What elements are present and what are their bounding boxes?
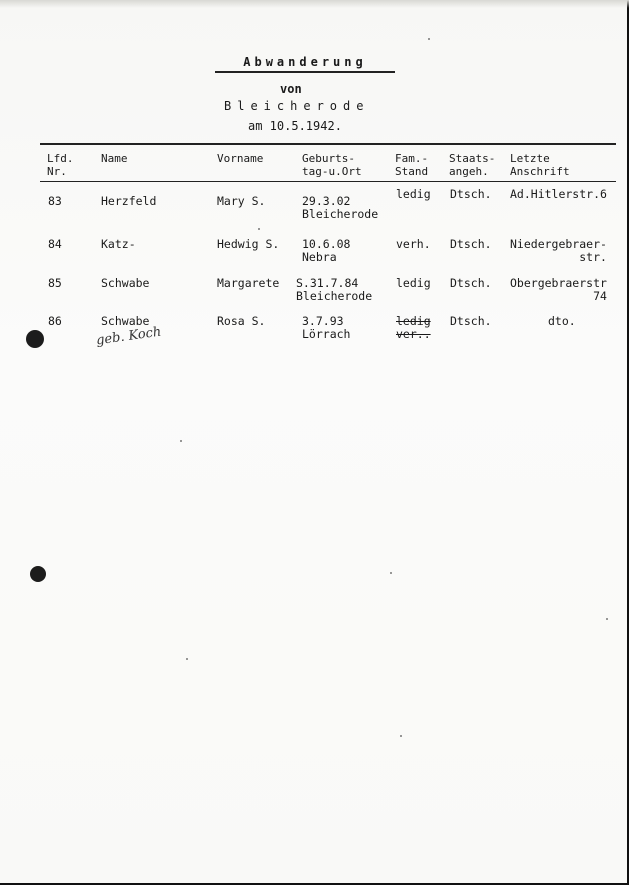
scan-speck — [186, 658, 188, 660]
row-86-famstand: ledig ver.. — [396, 314, 431, 341]
row-83-name: Herzfeld — [101, 194, 157, 208]
row-83-vorname: Mary S. — [217, 194, 266, 208]
header-lfd-nr: Lfd. Nr. — [47, 152, 74, 178]
von-line: von — [280, 82, 302, 96]
punch-hole-lower — [30, 566, 46, 582]
row-85-vorname: Margarete — [217, 276, 280, 290]
row-86-anschrift: dto. — [548, 314, 576, 328]
row-84-staat: Dtsch. — [450, 237, 492, 251]
row-83-anschrift: Ad.Hitlerstr.6 — [510, 187, 607, 201]
header-letzte-anschrift: Letzte Anschrift — [510, 152, 570, 178]
row-85-geburt: S.31.7.84 Bleicherode — [296, 276, 373, 303]
row-84-name: Katz- — [101, 237, 136, 251]
scan-speck — [606, 618, 608, 620]
row-85-name: Schwabe — [101, 276, 150, 290]
header-familienstand: Fam.- Stand — [395, 152, 429, 178]
row-83-famstand: ledig — [396, 187, 431, 201]
table-header-rule — [40, 181, 616, 182]
header-geburtstag-ort: Geburts- tag-u.Ort — [302, 152, 362, 178]
handwritten-maiden-name: geb. Koch — [95, 324, 163, 349]
place-name: Bleicherode — [224, 99, 370, 113]
scan-speck — [390, 572, 392, 574]
row-83-staat: Dtsch. — [450, 187, 492, 201]
row-84-geburt: 10.6.08 Nebra — [302, 237, 351, 264]
row-86-name: Schwabe — [101, 314, 150, 328]
header-staatsangehoerigkeit: Staats- angeh. — [449, 152, 496, 178]
row-84-nr: 84 — [48, 237, 62, 251]
row-85-anschrift: Obergebraerstr 74 — [510, 276, 607, 303]
scan-speck — [180, 440, 182, 442]
table-top-rule — [40, 143, 616, 145]
row-85-nr: 85 — [48, 276, 62, 290]
row-85-famstand: ledig — [396, 276, 431, 290]
row-83-nr: 83 — [48, 194, 62, 208]
scan-speck — [258, 228, 260, 230]
date-line: am 10.5.1942. — [248, 119, 342, 133]
header-name: Name — [101, 152, 128, 165]
scan-speck — [400, 735, 402, 737]
row-86-nr: 86 — [48, 314, 62, 328]
row-84-famstand: verh. — [396, 237, 431, 251]
title-underline — [215, 71, 395, 73]
scan-speck — [428, 38, 430, 40]
row-83-geburt: 29.3.02 Bleicherode — [302, 194, 379, 221]
document-title: Abwanderung — [243, 55, 367, 69]
row-86-vorname: Rosa S. — [217, 314, 266, 328]
punch-hole-upper — [26, 330, 44, 348]
row-86-staat: Dtsch. — [450, 314, 492, 328]
scan-top-shadow — [0, 0, 629, 8]
row-86-geburt: 3.7.93 Lörrach — [302, 314, 351, 341]
row-85-staat: Dtsch. — [450, 276, 492, 290]
row-84-anschrift: Niedergebraer- str. — [510, 237, 607, 264]
header-vorname: Vorname — [217, 152, 264, 165]
row-84-vorname: Hedwig S. — [217, 237, 280, 251]
